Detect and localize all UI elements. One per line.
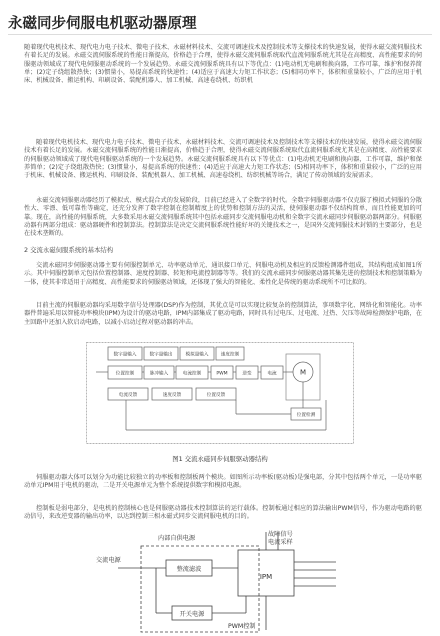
- section-heading: 2 交流永磁伺服系统的基本结构: [24, 246, 114, 254]
- label-internal-power: 内部自供电源: [158, 535, 196, 542]
- label-motor: M: [299, 368, 307, 377]
- figure-2-diagram: [96, 531, 346, 630]
- label-position-detect: 位置检测: [296, 413, 316, 418]
- label-analog-in: 模拟量输入: [185, 352, 209, 358]
- title-divider: [8, 34, 432, 35]
- label-current-feedback: 电流反馈: [118, 393, 138, 398]
- label-ac-power: 交流电源: [96, 557, 121, 564]
- paragraph-5: 目前主流的伺服驱动器均采用数字信号处理器(DSP)作为控制，其优点是可以实现比较复杂的控制算法，事项数字化、网络化和智能化。功率器件普遍采用以智能功率模块(IPM)为设计的驱动电路，IPM内部集成了驱动电路，同时具有过电压、过电流、过热、欠压等故障检测保护电路，在主回路中还加入软启动电路，以减小启动过程对驱动器的冲击。: [24, 302, 422, 326]
- paragraph-7: 控制板是弱电部分，是电机的控制核心也是伺服驱动器技术控制算法的运行载体。控制板通过相应的算法输出PWM信号，作为驱动电路的驱动信号，来改逆变器的输出功率，以达到控制三相永磁式同步交流伺服电机的目的。: [24, 505, 422, 521]
- label-fault-signal: 故障信号: [268, 531, 293, 538]
- power-board-outline: [141, 546, 259, 632]
- label-pwm-control: PWM控制: [228, 623, 256, 630]
- label-speed-feedback: 速度反馈: [162, 393, 182, 398]
- paragraph-1: 随着现代电机技术、现代电力电子技术、微电子技术、永磁材料技术、交流可调速技术及控制技术等支撑技术的快速发展，使得永磁交流伺服技术有着长足的发展。永磁交流伺服系统的性能日渐提高，价格趋于合理，使得永磁交流伺服系统取代直流伺服系统尤其是在高精度、高性能要求的伺服驱动领域成了现代电伺服驱动系统的一个发展趋势。永磁交流伺服系统具有以下等优点：(1)电动机无电刷和换向器，工作可靠，维护和保养简单；(2)定子绕组散热快；(3)惯量小，易提高系统的快速性；(4)适应于高速大力矩工作状态；(5)相同功率下，体积和重量较小，广泛的应用于机床、机械设备、搬运机构、印刷设备、装配机器人、加工机械、高速卷绕机、纺织机: [24, 44, 422, 85]
- label-current: 电流: [267, 371, 277, 377]
- label-digital-in: 数字量输入: [113, 352, 137, 358]
- label-current-sample: 电流采样: [268, 539, 293, 546]
- paragraph-3: 永磁交流伺服驱动器经历了模拟式、模式混合式的发展阶段，目前已经进入了全数字的时代。全数字伺服驱动器不仅克服了模拟式伺服的分散性大、零漂、低可靠性等确定，还充分发挥了数字控制在控制精度上的优势和控制方法的灵活，使伺服驱动器不仅结构简单，而且性能更加的可靠。现在，高性能的伺服系统，大多数采用永磁交流伺服系统其中包括永磁同步交流伺服电动机和全数字交流永磁同步伺服驱动器两部分。伺服驱动器有两部分组成：驱动器硬件和控制算法。控制算法是决定交流伺服系统性能好坏的关键技术之一，是国外交流伺服技术封锁的主要部分，也是在技术垄断的。: [24, 197, 422, 238]
- label-switching-power: 开关电源: [179, 611, 205, 618]
- label-current-control: 电流控制: [182, 371, 202, 377]
- label-position-control: 位置控制: [115, 371, 135, 377]
- paragraph-4: 交流永磁同步伺服驱动器主要有伺服控制单元、功率驱动单元、通讯接口单元、伺服电动机及相应的反馈检测器件组成，其结构组成如图1所示。其中伺服控制单元包括位置控制器、速度控制器、转矩和电流控制器等等。我们的交流永磁同步伺服驱动器其集先进的控制技术和控制策略为一体，使其非常适用于高精度、高性能要求的伺服驱动领域，还体现了强大的智能化、柔性化是传统的驱动系统所不可比拟的。: [24, 262, 422, 286]
- label-pulse-in: 脉冲输入: [149, 371, 169, 377]
- label-rectifier: 整流滤波: [176, 566, 202, 573]
- page-title: 永磁同步伺服电机驱动器原理: [8, 16, 197, 32]
- label-digital-out: 数字量输出: [149, 352, 173, 358]
- figure-1-caption: 图1 交流永磁同步伺服驱动器结构: [172, 455, 268, 463]
- label-position-feedback: 位置反馈: [206, 393, 226, 398]
- paragraph-2: 随着现代电机技术、现代电力电子技术、微电子技术、永磁材料技术、交流可调速技术及控制技术等支撑技术的快速发展，使得永磁交流伺服技术有着长足的发展。永磁交流伺服系统的性能日渐提高，价格趋于合理，使得永磁交流伺服系统取代直流伺服系统尤其是在高精度、高性能要求的伺服驱动领域成了现代电伺服驱动系统的一个发展趋势。永磁交流伺服系统具有以下等优点：(1)电动机无电刷和换向器，工作可靠，维护和保养简单；(2)定子绕组散热快；(3)惯量小，易提高系统的快速性；(4)适应于高速大力矩工作状态；(5)相同功率下，体积和重量较小，广泛的应用于机床、机械设备、搬运机构、印刷设备、装配机器人、加工机械、高速卷绕机、纺织机械等场合，满足了传动领域的发展需求。: [24, 139, 422, 180]
- label-pwm: PWM: [216, 371, 228, 377]
- figure-1-diagram: [86, 342, 354, 444]
- paragraph-6: 伺服驱动器大体可以划分为功能比较独立的功率板和控制板两个模块。如图所示功率板(驱动板)是强电部，分其中包括两个单元，一是功率驱动单元IPM用于电机的驱动，二是开关电源单元为整个系统提供数字和模拟电源。: [24, 474, 422, 490]
- label-ipm: IPM: [259, 573, 273, 581]
- label-speed-control: 速度控制: [220, 352, 240, 358]
- label-inverter: 逆变: [242, 371, 252, 377]
